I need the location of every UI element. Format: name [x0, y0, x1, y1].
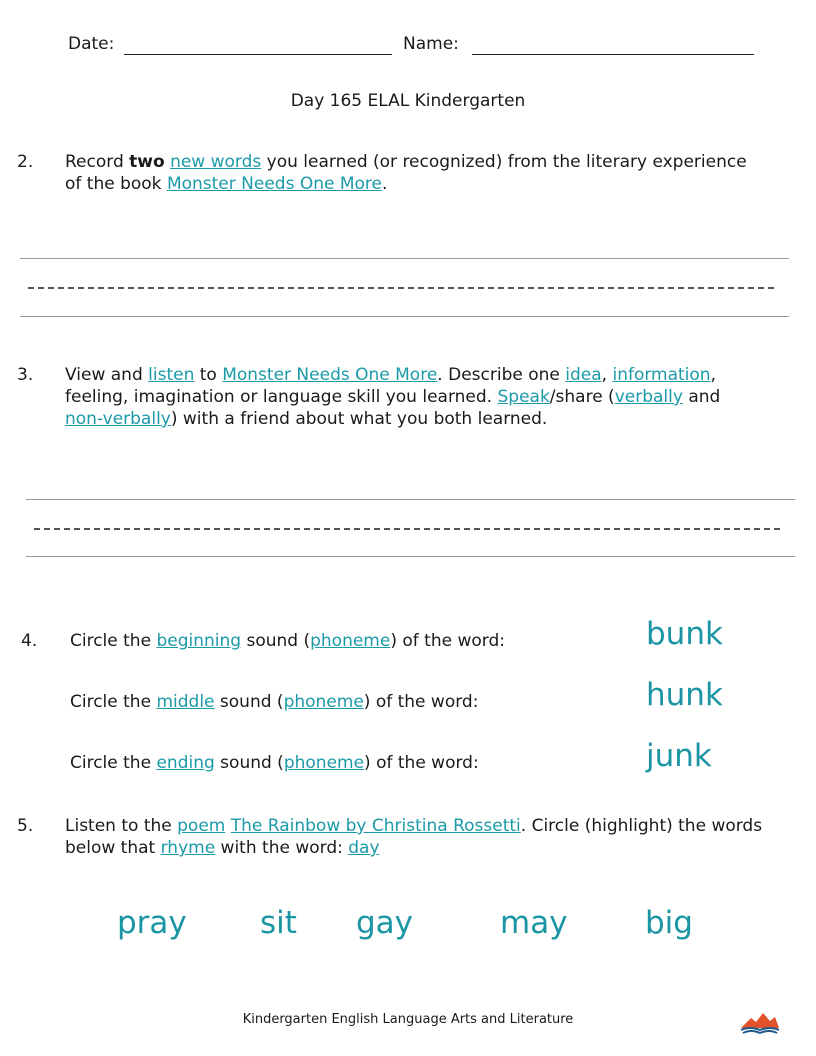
link-day[interactable]: day [348, 838, 380, 858]
question-4-number: 4. [21, 631, 38, 651]
target-word-bunk[interactable]: bunk [646, 616, 723, 652]
link-phoneme[interactable]: phoneme [310, 631, 391, 651]
phoneme-row-beginning [70, 630, 505, 652]
link-phoneme[interactable]: phoneme [283, 692, 364, 712]
question-2-line-1 [65, 151, 747, 173]
link-non-verbally[interactable]: non-verbally [65, 409, 171, 429]
writing-line-top [26, 499, 795, 500]
q3-text: feeling, imagination or language skill you learned. [65, 387, 498, 407]
q5-text: Listen to the [65, 816, 178, 836]
link-poem[interactable]: poem [177, 816, 226, 836]
q3-text: , [710, 365, 716, 385]
question-3-line-1 [65, 364, 716, 386]
q5-text: . Circle (highlight) the words [520, 816, 763, 836]
rhyme-word-sit[interactable]: sit [260, 905, 297, 941]
q3-text: and [682, 387, 721, 407]
link-ending[interactable]: ending [156, 753, 215, 773]
link-new-words[interactable]: new words [170, 152, 262, 172]
q4-text: ) of the word: [390, 631, 505, 651]
q3-text: /share ( [549, 387, 615, 407]
footer-text: Kindergarten English Language Arts and Literature [242, 1012, 574, 1027]
link-monster-needs-one-more[interactable]: Monster Needs One More [166, 174, 383, 194]
q3-text: ) with a friend about what you both learned. [170, 409, 548, 429]
link-verbally[interactable]: verbally [614, 387, 683, 407]
q2-text: of the book [65, 174, 167, 194]
rhyme-word-gay[interactable]: gay [356, 905, 414, 941]
q2-bold-two: two [129, 152, 165, 172]
link-the-rainbow[interactable]: The Rainbow by Christina Rossetti [230, 816, 521, 836]
link-monster-needs-one-more[interactable]: Monster Needs One More [222, 365, 438, 385]
link-rhyme[interactable]: rhyme [160, 838, 216, 858]
question-3-line-2 [65, 386, 720, 408]
rhyme-word-may[interactable]: may [500, 905, 568, 941]
q3-text: . Describe one [437, 365, 566, 385]
q4-text: sound ( [214, 692, 284, 712]
name-field[interactable] [403, 33, 754, 55]
page-title: Day 165 ELAL Kindergarten [290, 91, 526, 111]
q4-text: sound ( [241, 631, 311, 651]
rhyme-word-big[interactable]: big [645, 905, 693, 941]
target-word-junk[interactable]: junk [646, 738, 712, 774]
link-idea[interactable]: idea [565, 365, 602, 385]
question-5-number: 5. [17, 816, 34, 836]
q3-text: to [194, 365, 223, 385]
q4-text: Circle the [70, 692, 157, 712]
link-information[interactable]: information [612, 365, 711, 385]
question-5-line-2 [65, 837, 380, 859]
q4-text: sound ( [214, 753, 284, 773]
date-label: Date: [68, 34, 115, 54]
book-mountain-logo-icon [739, 1010, 781, 1036]
q4-text: ) of the word: [363, 692, 479, 712]
phoneme-row-middle [70, 691, 478, 713]
question-3-line-3 [65, 408, 547, 430]
rhyme-word-pray[interactable]: pray [117, 905, 187, 941]
q5-text: with the word: [215, 838, 349, 858]
q2-text: Record [65, 152, 130, 172]
writing-line-bottom [26, 556, 795, 557]
q4-text: ) of the word: [364, 753, 479, 773]
date-field[interactable] [68, 33, 392, 55]
name-blank[interactable] [472, 36, 754, 55]
link-middle[interactable]: middle [156, 692, 215, 712]
date-blank[interactable] [124, 36, 392, 55]
question-2-number: 2. [17, 152, 34, 172]
question-3-number: 3. [17, 365, 34, 385]
q5-text: below that [65, 838, 161, 858]
writing-line-dashed [28, 287, 774, 289]
question-2-line-2 [65, 173, 387, 195]
name-label: Name: [403, 34, 459, 54]
writing-line-top [20, 258, 789, 259]
writing-line-bottom [20, 316, 789, 317]
phoneme-row-ending [70, 752, 479, 774]
q3-text: View and [65, 365, 149, 385]
q3-text: , [601, 365, 613, 385]
link-listen[interactable]: listen [148, 365, 195, 385]
link-speak[interactable]: Speak [497, 387, 550, 407]
q4-text: Circle the [70, 631, 157, 651]
question-5-line-1 [65, 815, 762, 837]
writing-line-dashed [34, 528, 780, 530]
link-beginning[interactable]: beginning [156, 631, 242, 651]
q2-text: . [382, 174, 388, 194]
target-word-hunk[interactable]: hunk [646, 677, 723, 713]
link-phoneme[interactable]: phoneme [283, 753, 365, 773]
q4-text: Circle the [70, 753, 157, 773]
q2-text: you learned (or recognized) from the literary experience [261, 152, 747, 172]
